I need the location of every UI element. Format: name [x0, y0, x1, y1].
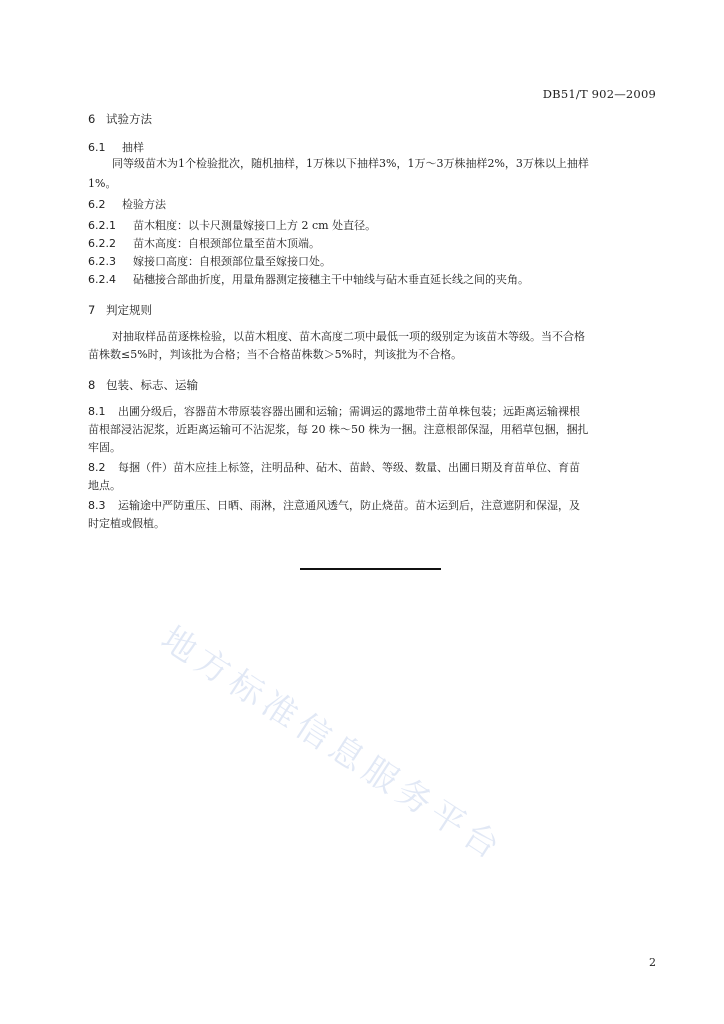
section-title: 抽样: [122, 141, 144, 154]
section-6-2-heading: [88, 196, 166, 212]
paragraph-line: 1%。: [88, 177, 117, 190]
clause-number: 8.1: [88, 405, 106, 418]
clause-text: 每捆（件）苗木应挂上标签，注明品种、砧木、苗龄、等级、数量、出圃日期及育苗单位、育苗: [118, 461, 580, 474]
section-7-heading: [88, 302, 152, 318]
clause-text: 苗木粗度：以卡尺测量嫁接口上方 2 cm 处直径。: [133, 219, 377, 232]
clause-text: 砧穗接合部曲折度，用量角器测定接穗主干中轴线与砧木垂直延长线之间的夹角。: [133, 273, 529, 286]
paragraph-line: 同等级苗木为1个检验批次，随机抽样，1万株以下抽样3%，1万～3万株抽样2%，3万株以上抽样: [112, 157, 589, 170]
watermark: 地方标准信息服务平台: [153, 618, 512, 871]
paragraph-line: 对抽取样品苗逐株检验，以苗木粗度、苗木高度二项中最低一项的级别定为该苗木等级。当不合格: [112, 330, 585, 343]
page-number: 2: [649, 956, 656, 969]
section-number: 7: [88, 303, 96, 317]
section-title: 试验方法: [106, 112, 152, 126]
section-6-1-heading: [88, 139, 144, 155]
section-6-heading: [88, 111, 152, 127]
paragraph-line: 苗株数≤5%时，判该批为合格；当不合格苗株数＞5%时，判该批为不合格。: [88, 348, 463, 361]
section-title: 判定规则: [106, 303, 152, 317]
clause-8-3-line: [88, 497, 580, 515]
paragraph-line: 时定植或假植。: [88, 517, 165, 530]
clause-number: 8.3: [88, 499, 106, 512]
document-code: DB51/T 902—2009: [542, 87, 656, 101]
clause-text: 嫁接口高度：自根颈部位量至嫁接口处。: [133, 255, 331, 268]
clause-text: 苗木高度：自根颈部位量至苗木顶端。: [133, 237, 320, 250]
clause-number: 6.2.3: [88, 255, 116, 268]
clause-number: 8.2: [88, 461, 106, 474]
section-title: 包装、标志、运输: [106, 378, 198, 392]
section-number: 8: [88, 378, 96, 392]
clause-number: 6.2.4: [88, 273, 116, 286]
clause-6-2-2: [88, 235, 320, 251]
clause-text: 运输途中严防重压、日晒、雨淋，注意通风透气，防止烧苗。苗木运到后，注意遮阴和保湿，及: [118, 499, 580, 512]
clause-6-2-4: [88, 271, 529, 287]
clause-8-2-line: [88, 459, 580, 477]
paragraph-line: 地点。: [88, 479, 121, 492]
clause-8-1-line: [88, 403, 580, 421]
section-8-heading: [88, 377, 198, 393]
paragraph-line: 牢固。: [88, 441, 121, 454]
clause-6-2-3: [88, 253, 331, 269]
clause-number: 6.2.2: [88, 237, 116, 250]
paragraph-line: 苗根部浸沾泥浆，近距离运输可不沾泥浆，每 20 株～50 株为一捆。注意根部保湿，用稻草包捆，捆扎: [88, 423, 589, 436]
section-number: 6.1: [88, 141, 106, 154]
section-number: 6: [88, 112, 96, 126]
section-number: 6.2: [88, 198, 106, 211]
clause-number: 6.2.1: [88, 219, 116, 232]
section-title: 检验方法: [122, 198, 166, 211]
clause-6-2-1: [88, 217, 376, 233]
clause-text: 出圃分级后，容器苗木带原装容器出圃和运输；需调运的露地带土苗单株包装；远距离运输裸根: [118, 405, 580, 418]
end-rule: [300, 568, 441, 570]
